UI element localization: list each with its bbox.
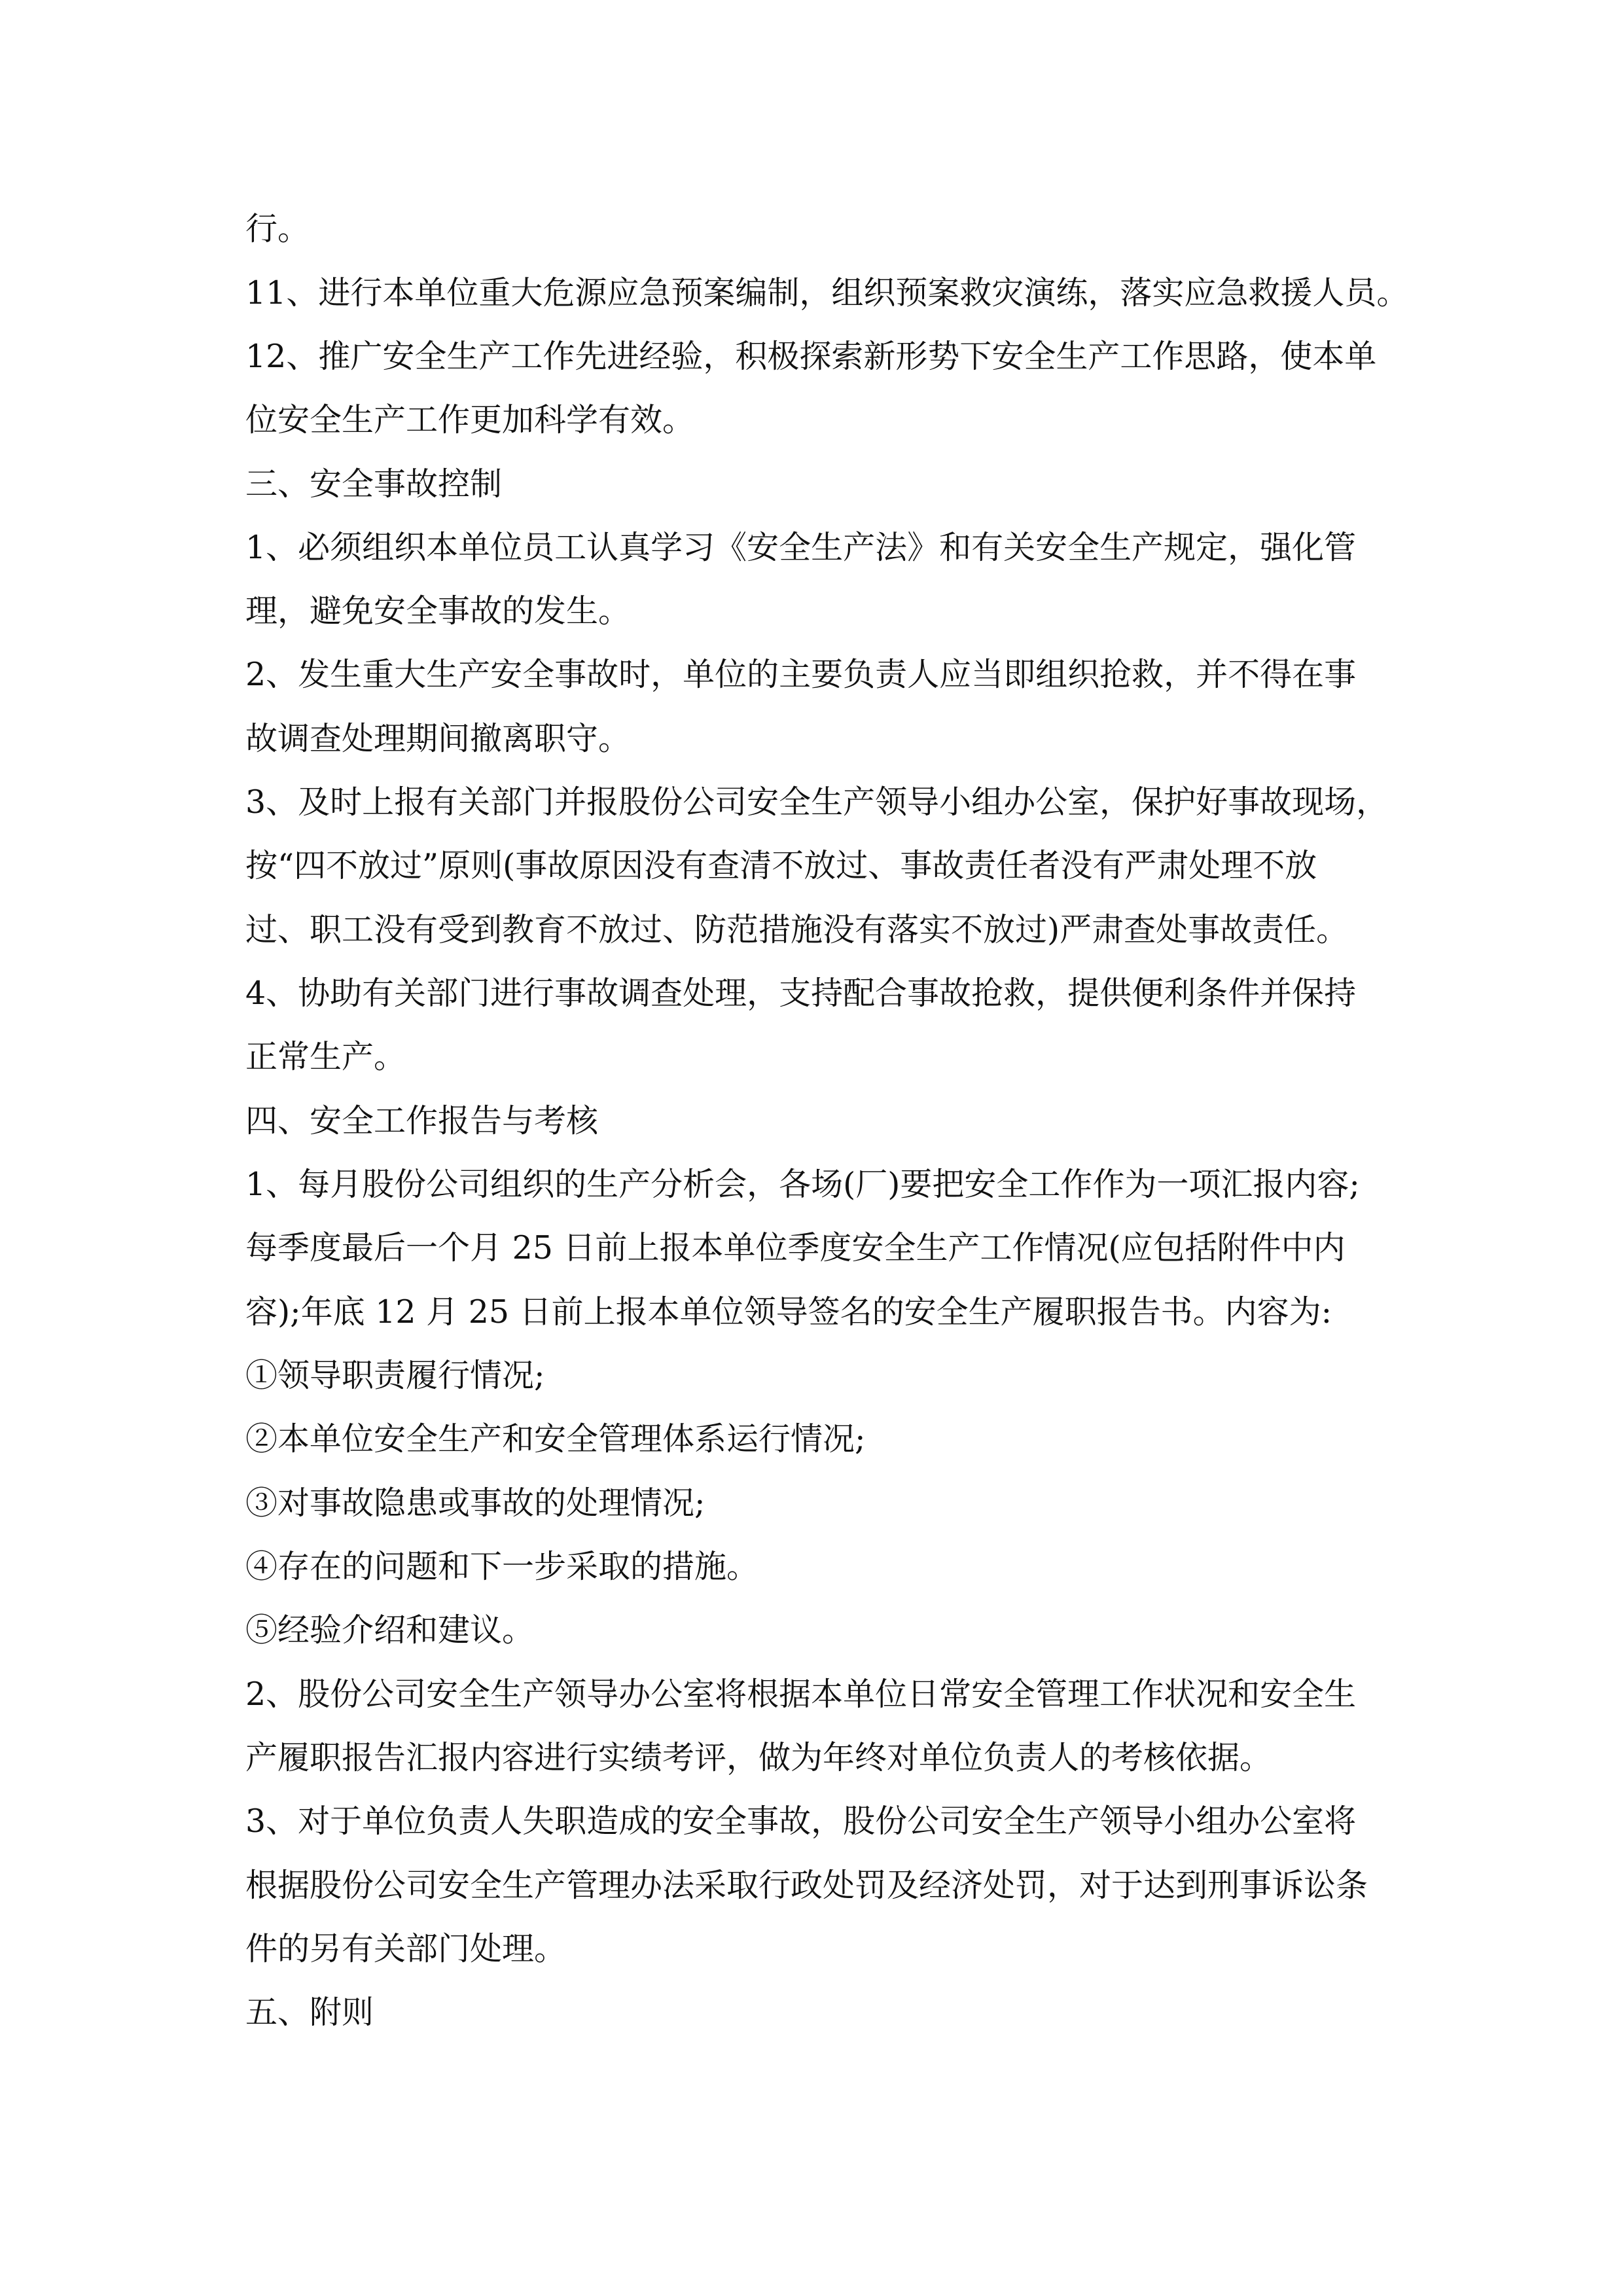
text-line: 1、必须组织本单位员工认真学习《安全生产法》和有关安全生产规定，强化管 bbox=[245, 529, 1357, 566]
text-line: 4、协助有关部门进行事故调查处理，支持配合事故抢救，提供便利条件并保持 bbox=[245, 975, 1357, 1012]
text-line: 行。 bbox=[245, 210, 310, 247]
text-line: 位安全生产工作更加科学有效。 bbox=[245, 401, 695, 439]
text-line: 2、股份公司安全生产领导办公室将根据本单位日常安全管理工作状况和安全生 bbox=[245, 1676, 1357, 1713]
text-line: 理，避免安全事故的发生。 bbox=[245, 592, 631, 630]
text-line: 按“四不放过”原则(事故原因没有查清不放过、事故责任者没有严肃处理不放 bbox=[245, 847, 1317, 884]
list-item: ③对事故隐患或事故的处理情况; bbox=[245, 1484, 705, 1522]
list-item: ②本单位安全生产和安全管理体系运行情况; bbox=[245, 1420, 866, 1458]
section-heading: 四、安全工作报告与考核 bbox=[245, 1102, 599, 1139]
text-line: 每季度最后一个月 25 日前上报本单位季度安全生产工作情况(应包括附件中内 bbox=[245, 1229, 1346, 1266]
text-line: 11、进行本单位重大危源应急预案编制，组织预案救灾演练，落实应急救援人员。 bbox=[245, 274, 1409, 312]
text-line: 容);年底 12 月 25 日前上报本单位领导签名的安全生产履职报告书。内容为: bbox=[245, 1293, 1332, 1331]
section-heading: 五、附则 bbox=[245, 1994, 374, 2031]
section-heading: 三、安全事故控制 bbox=[245, 465, 503, 503]
text-line: 根据股份公司安全生产管理办法采取行政处罚及经济处罚，对于达到刑事诉讼条 bbox=[245, 1867, 1368, 1904]
text-line: 故调查处理期间撤离职守。 bbox=[245, 720, 631, 757]
text-line: 3、对于单位负责人失职造成的安全事故，股份公司安全生产领导小组办公室将 bbox=[245, 1803, 1357, 1840]
text-line: 3、及时上报有关部门并报股份公司安全生产领导小组办公室，保护好事故现场， bbox=[245, 783, 1389, 821]
text-line: 12、推广安全生产工作先进经验，积极探索新形势下安全生产工作思路，使本单 bbox=[245, 338, 1377, 375]
list-item: ④存在的问题和下一步采取的措施。 bbox=[245, 1548, 759, 1585]
list-item: ⑤经验介绍和建议。 bbox=[245, 1611, 535, 1649]
text-line: 2、发生重大生产安全事故时，单位的主要负责人应当即组织抢救，并不得在事 bbox=[245, 656, 1357, 693]
text-line: 正常生产。 bbox=[245, 1038, 406, 1075]
text-line: 件的另有关部门处理。 bbox=[245, 1930, 567, 1967]
list-item: ①领导职责履行情况; bbox=[245, 1357, 545, 1394]
text-line: 过、职工没有受到教育不放过、防范措施没有落实不放过)严肃查处事故责任。 bbox=[245, 911, 1349, 948]
text-line: 产履职报告汇报内容进行实绩考评，做为年终对单位负责人的考核依据。 bbox=[245, 1739, 1272, 1776]
text-line: 1、每月股份公司组织的生产分析会，各场(厂)要把安全工作作为一项汇报内容; bbox=[245, 1166, 1360, 1203]
